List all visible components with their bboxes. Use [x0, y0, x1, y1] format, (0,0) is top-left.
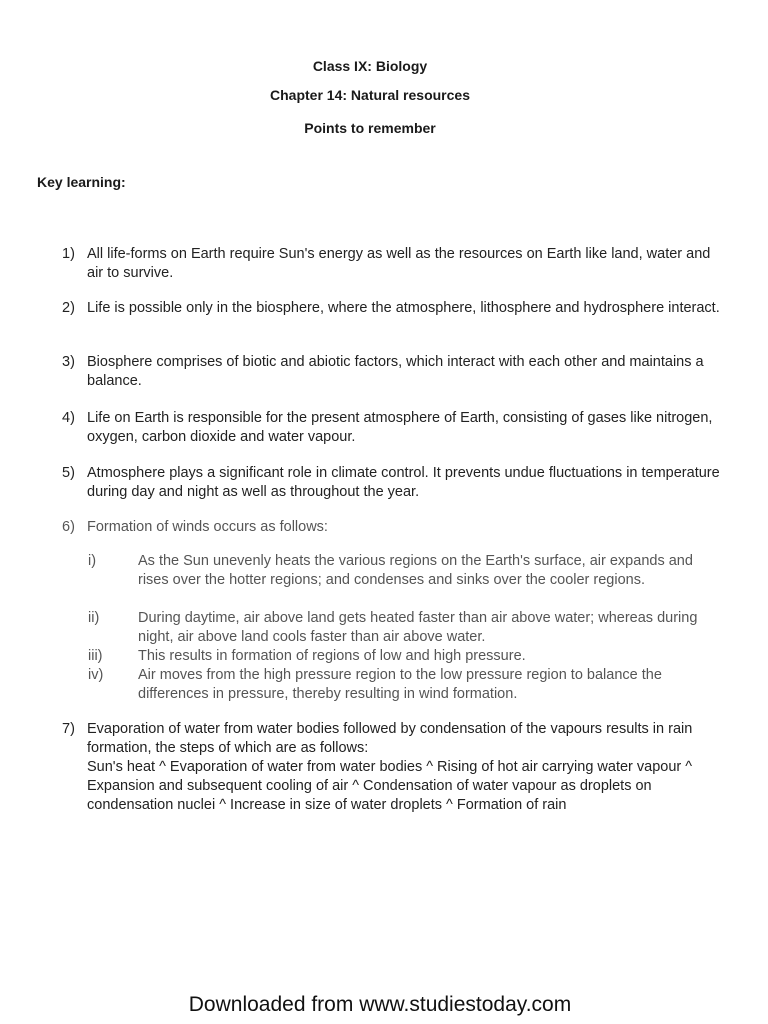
wind-step-3 — [88, 647, 708, 666]
page-subtitle: Points to remember — [304, 120, 436, 136]
point-text: Formation of winds occurs as follows: — [87, 519, 328, 535]
point-number: 6) — [62, 519, 75, 535]
point-number: 4) — [62, 410, 75, 426]
point-number: 3) — [62, 354, 75, 370]
point-item-2 — [62, 299, 722, 318]
footer-link[interactable]: www.studiestoday.com — [359, 993, 572, 1016]
class-title: Class IX: Biology — [312, 58, 428, 74]
point-text: Life on Earth is responsible for the present atmosphere of Earth, consisting of gases like nitrogen, oxygen, carbon dioxide and water vapour. — [87, 410, 713, 445]
wind-step-1 — [88, 552, 708, 590]
point-text: All life-forms on Earth require Sun's energy as well as the resources on Earth like land, water and air to survive. — [87, 246, 711, 281]
point-item-4 — [62, 409, 722, 447]
step-text: Air moves from the high pressure region to the low pressure region to balance the differences in pressure, thereby resulting in wind formation. — [138, 667, 662, 702]
point-number: 2) — [62, 300, 75, 316]
point-number: 7) — [62, 721, 75, 737]
chapter-title: Chapter 14: Natural resources — [270, 87, 470, 103]
point-item-7 — [62, 720, 722, 815]
point-text: Life is possible only in the biosphere, where the atmosphere, lithosphere and hydrosphere interact. — [87, 300, 720, 316]
step-number: iii) — [88, 648, 103, 664]
point-text: Atmosphere plays a significant role in climate control. It prevents undue fluctuations in temperature during day and night as well as throughout the year. — [87, 465, 720, 500]
step-text: As the Sun unevenly heats the various regions on the Earth's surface, air expands and rises over the hotter regions; and condenses and sinks over the cooler regions. — [138, 553, 693, 588]
point-item-5 — [62, 464, 722, 502]
point-text: Biosphere comprises of biotic and abiotic factors, which interact with each other and maintains a balance. — [87, 354, 704, 389]
point-item-1 — [62, 245, 722, 283]
key-learning-heading: Key learning: — [37, 174, 126, 190]
step-number: iv) — [88, 667, 104, 683]
wind-step-4 — [88, 666, 708, 704]
wind-step-2 — [88, 609, 708, 647]
point-item-3 — [62, 353, 722, 391]
rain-steps-text: Sun's heat ^ Evaporation of water from water bodies ^ Rising of hot air carrying water vapour ^ Expansion and subsequent cooling of air ^ Condensation of water vapour as droplets on condensation nuclei ^ Increase in size of water droplets ^ Formation of rain — [87, 759, 693, 813]
download-footer — [0, 993, 760, 1017]
point-item-6 — [62, 518, 722, 537]
point-number: 1) — [62, 246, 75, 262]
step-number: ii) — [88, 610, 100, 626]
step-text: During daytime, air above land gets heated faster than air above water; whereas during night, air above land cools faster than air above water. — [138, 610, 698, 645]
step-number: i) — [88, 553, 97, 569]
step-text: This results in formation of regions of low and high pressure. — [138, 648, 526, 664]
footer-prefix: Downloaded from — [188, 993, 360, 1016]
point-number: 5) — [62, 465, 75, 481]
point-text: Evaporation of water from water bodies followed by condensation of the vapours results in rain formation, the steps of which are as follows: — [87, 721, 693, 756]
